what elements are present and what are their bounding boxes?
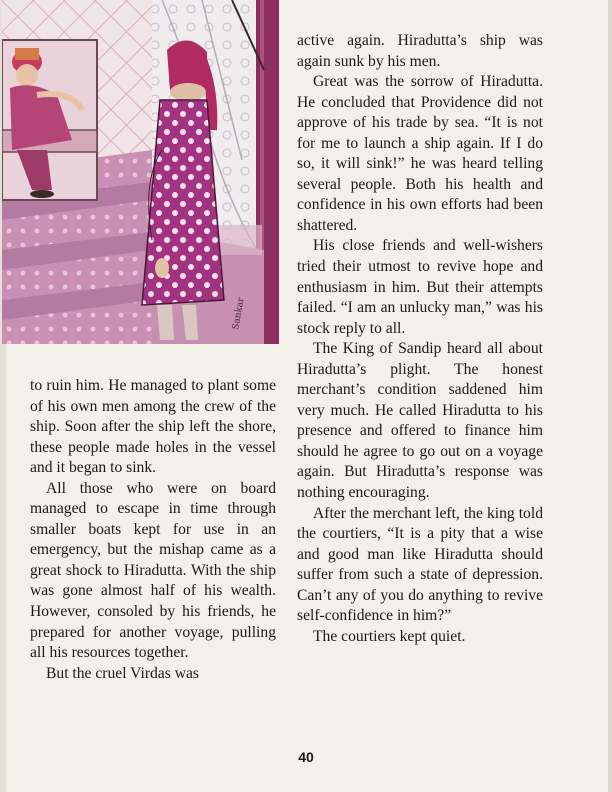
paragraph: All those who were on board managed to escape in time through smaller boats kept for use in an emergency, but the mishap came as a great shock to Hiradutta. With the ship was gone almost half of his wealth. However, consoled by his friends, he prepared for another voyage, pulling all his resources together. — [30, 479, 276, 662]
paragraph: The courtiers kept quiet. — [313, 627, 466, 645]
left-text-column — [30, 376, 276, 684]
page-number: 40 — [298, 749, 314, 765]
paragraph: Great was the sorrow of Hiradutta. He concluded that Providence did not approve of his trade by sea. “It is not for me to launch a ship again. If I do so, it will sink!” he was heard telling several people. Both his health and confidence in his own efforts had been shattered. — [297, 73, 543, 234]
paragraph: His close friends and well-wishers tried their utmost to revive hope and enthusiasm in him. But their attempts failed. “I am an unlucky man,” was his stock reply to all. — [297, 237, 543, 337]
paragraph: After the merchant left, the king told the courtiers, “It is a pity that a wise and good man like Hiradutta should suffer from such a state of depression. Can’t any of you do anything to revive self-confidence in him?” — [297, 504, 543, 625]
paragraph: The King of Sandip heard all about Hiradutta’s plight. The honest merchant’s condition saddened him very much. He called Hiradutta to his presence and offered to finance him should he agree to go out on a voyage again. But Hiradutta’s response was nothing encouraging. — [297, 340, 543, 502]
paragraph: But the cruel Virdas was — [46, 664, 199, 682]
page-edge-right — [608, 0, 612, 792]
svg-text:Sankar: Sankar — [231, 296, 247, 331]
illustration-drawing — [2, 0, 279, 344]
story-illustration — [2, 0, 279, 344]
right-text-column — [297, 31, 543, 647]
paragraph: to ruin him. He managed to plant some of his own men among the crew of the ship. Soon after the ship left the shore, these people made holes in the vessel and it began to sink. — [30, 377, 276, 477]
paragraph: active again. Hiradutta’s ship was again sunk by his men. — [297, 32, 543, 70]
